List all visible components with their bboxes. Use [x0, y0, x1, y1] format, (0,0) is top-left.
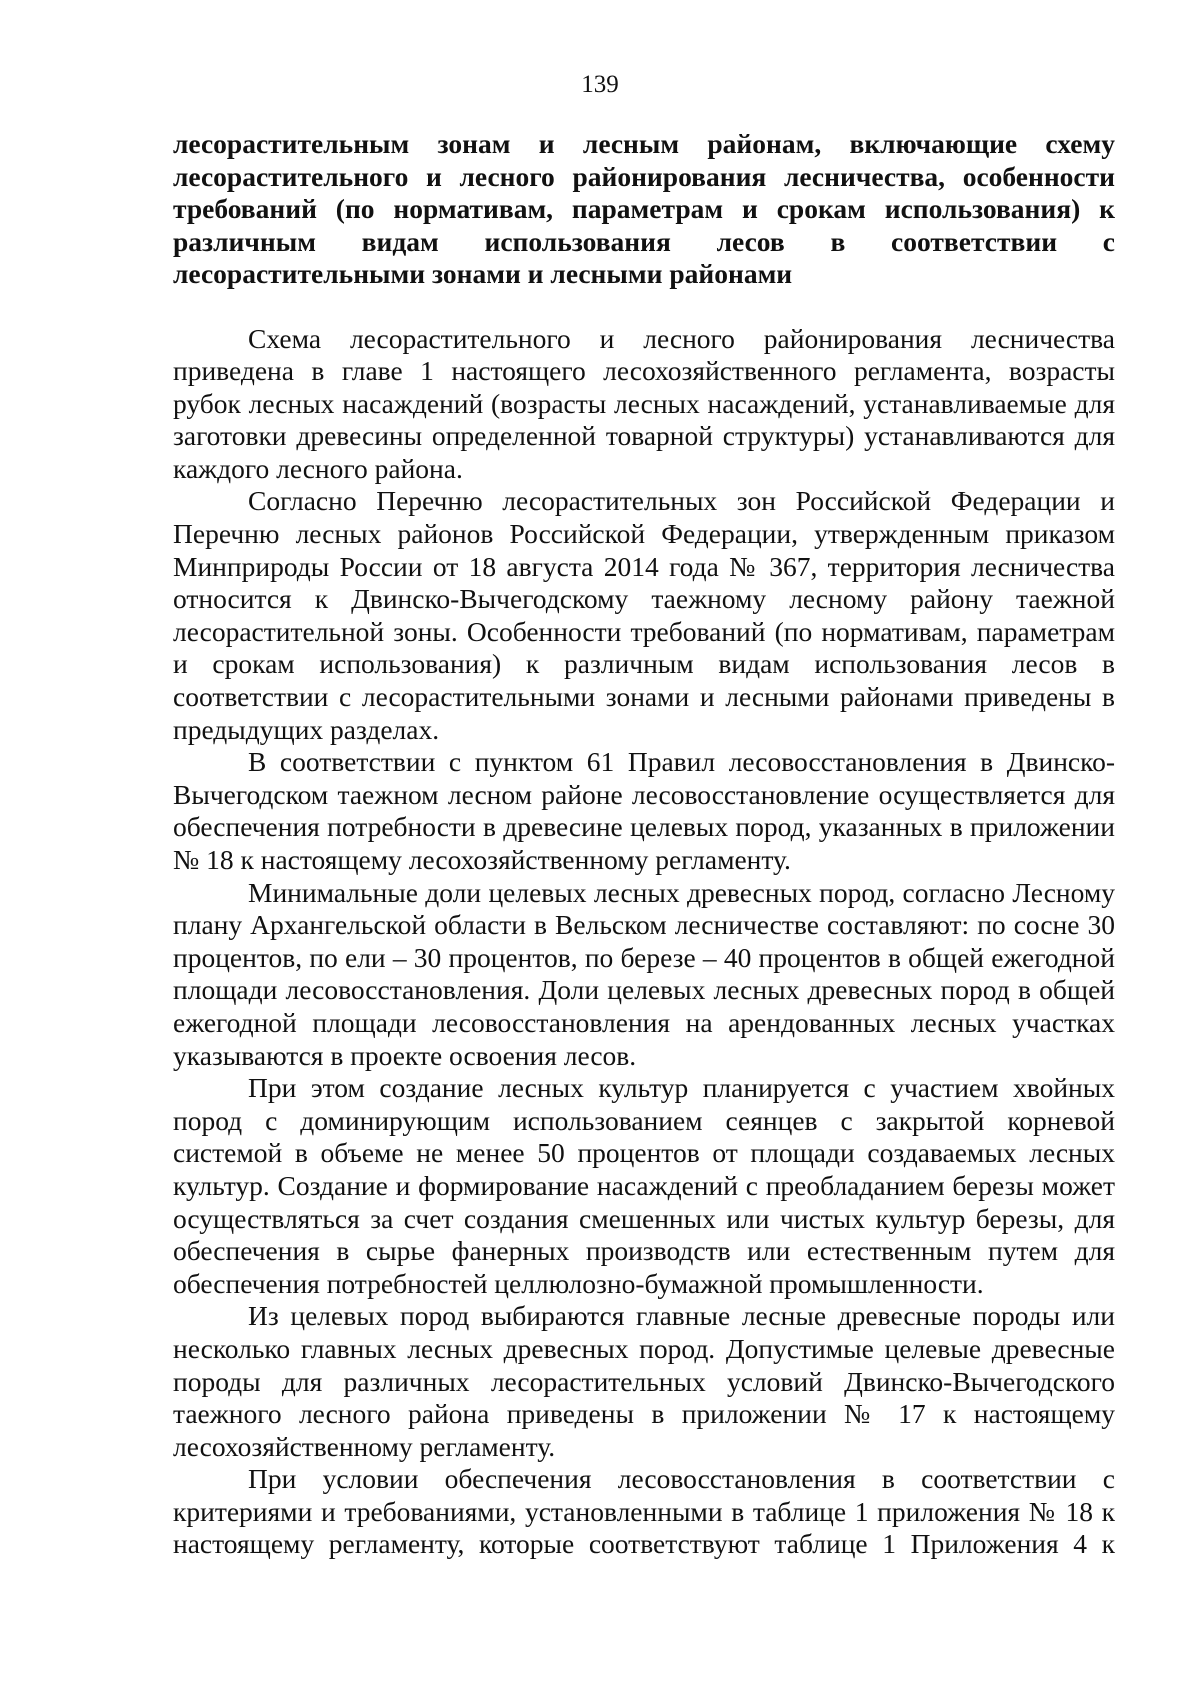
- paragraph-reforestation-criteria: При условии обеспечения лесовосстановления в соответствии с критериями и требованиями, установленными в таблице 1 приложения № 18 к настоящему регламенту, которые соответствуют таблице 1 Приложения 4 к: [173, 1463, 1115, 1560]
- paragraph-forest-cultures: При этом создание лесных культур планируется с участием хвойных пород с доминирующим использованием сеянцев с закрытой корневой системой в объеме не менее 50 процентов от площади создаваемых лесных культур. Создание и формирование насаждений с преобладанием березы может осуществляться за счет создания смешенных или чистых культур березы, для обеспечения в сырье фанерных производств или естественным путем для обеспечения потребностей целлюлозно-бумажной промышленности.: [173, 1072, 1115, 1299]
- paragraph-species-shares: Минимальные доли целевых лесных древесных пород, согласно Лесному плану Архангельской области в Вельском лесничестве составляют: по сосне 30 процентов, по ели – 30 процентов, по березе – 40 процентов в общей ежегодной площади лесовосстановления. Доли целевых лесных древесных пород в общей ежегодной площади лесовосстановления на арендованных лесных участках указываются в проекте освоения лесов.: [173, 876, 1115, 1071]
- paragraph-zoning-scheme: Схема лесорастительного и лесного районирования лесничества приведена в главе 1 настоящего лесохозяйственного регламента, возрасты рубок лесных насаждений (возрасты лесных насаждений, устанавливаемые для заготовки древесины определенной товарной структуры) устанавливаются для каждого лесного района.: [173, 322, 1115, 484]
- paragraph-reforestation-rules: В соответствии с пунктом 61 Правил лесовосстановления в Двинско-Вычегодском таежном лесном районе лесовосстановление осуществляется для обеспечения потребности в древесине целевых пород, указанных в приложении № 18 к настоящему лесохозяйственному регламенту.: [173, 746, 1115, 875]
- paragraph-forest-zones: Согласно Перечню лесорастительных зон Российской Федерации и Перечню лесных районов Российской Федерации, утвержденным приказом Минприроды России от 18 августа 2014 года № 367, территория лесничества относится к Двинско-Вычегодскому таежному лесному району таежной лесорастительной зоны. Особенности требований (по нормативам, параметрам и срокам использования) к различным видам использования лесов в соответствии с лесорастительными зонами и лесными районами приведены в предыдущих разделах.: [173, 485, 1115, 745]
- page-number: 139: [581, 71, 619, 98]
- page-content: [173, 128, 1115, 1561]
- paragraph-target-species: Из целевых пород выбираются главные лесные древесные породы или несколько главных лесных древесных пород. Допустимые целевые древесные породы для различных лесорастительных условий Двинско-Вычегодского таежного лесного района приведены в приложении № 17 к настоящему лесохозяйственному регламенту.: [173, 1300, 1115, 1462]
- section-heading: лесорастительным зонам и лесным районам, включающие схему лесорастительного и лесного районирования лесничества, особенности требований (по нормативам, параметрам и срокам использования) к различным видам использования лесов в соответствии с лесорастительными зонами и лесными районами: [173, 128, 1115, 289]
